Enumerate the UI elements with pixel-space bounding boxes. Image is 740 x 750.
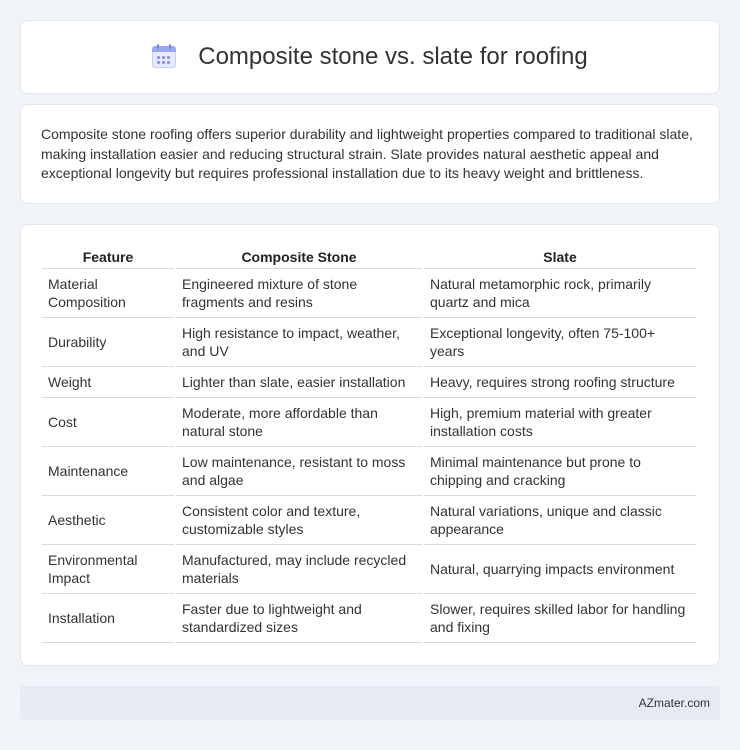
- feature-cell: Environmental Impact: [42, 545, 174, 594]
- slate-cell: Natural, quarrying impacts environment: [424, 545, 696, 594]
- footer: [20, 686, 720, 720]
- column-header-composite-stone: Composite Stone: [176, 245, 422, 269]
- summary-card: [20, 104, 720, 204]
- slate-cell: Natural variations, unique and classic appearance: [424, 496, 696, 545]
- composite-cell: Engineered mixture of stone fragments and resins: [176, 269, 422, 318]
- feature-cell: Durability: [42, 318, 174, 367]
- composite-cell: High resistance to impact, weather, and UV: [176, 318, 422, 367]
- slate-cell: Natural metamorphic rock, primarily quartz and mica: [424, 269, 696, 318]
- table-header-row: [42, 245, 696, 269]
- comparison-table: [40, 245, 698, 643]
- table-row: [42, 447, 696, 496]
- table-row: [42, 269, 696, 318]
- table-row: [42, 545, 696, 594]
- table-row: [42, 496, 696, 545]
- title-card: [20, 20, 720, 94]
- table-row: [42, 594, 696, 643]
- composite-cell: Faster due to lightweight and standardized sizes: [176, 594, 422, 643]
- feature-cell: Weight: [42, 367, 174, 398]
- slate-cell: Heavy, requires strong roofing structure: [424, 367, 696, 398]
- composite-cell: Manufactured, may include recycled materials: [176, 545, 422, 594]
- slate-cell: High, premium material with greater installation costs: [424, 398, 696, 447]
- feature-cell: Installation: [42, 594, 174, 643]
- feature-cell: Material Composition: [42, 269, 174, 318]
- column-header-slate: Slate: [424, 245, 696, 269]
- feature-cell: Aesthetic: [42, 496, 174, 545]
- table-row: [42, 367, 696, 398]
- slate-cell: Exceptional longevity, often 75-100+ years: [424, 318, 696, 367]
- feature-cell: Cost: [42, 398, 174, 447]
- comparison-table-card: [20, 224, 720, 666]
- composite-cell: Lighter than slate, easier installation: [176, 367, 422, 398]
- composite-cell: Low maintenance, resistant to moss and algae: [176, 447, 422, 496]
- feature-cell: Maintenance: [42, 447, 174, 496]
- slate-cell: Minimal maintenance but prone to chipping and cracking: [424, 447, 696, 496]
- table-row: [42, 318, 696, 367]
- calendar-icon: [152, 46, 176, 68]
- footer-brand[interactable]: AZmater.com: [638, 696, 710, 710]
- column-header-feature: Feature: [42, 245, 174, 269]
- composite-cell: Moderate, more affordable than natural stone: [176, 398, 422, 447]
- composite-cell: Consistent color and texture, customizable styles: [176, 496, 422, 545]
- page-title: Composite stone vs. slate for roofing: [198, 43, 588, 70]
- slate-cell: Slower, requires skilled labor for handling and fixing: [424, 594, 696, 643]
- table-row: [42, 398, 696, 447]
- summary-text: Composite stone roofing offers superior durability and lightweight properties compared to traditional slate, making installation easier and reducing structural strain. Slate provides natural aesthetic appeal and exceptional longevity but requires professional installation due to its heavy weight and brittleness.: [41, 126, 693, 181]
